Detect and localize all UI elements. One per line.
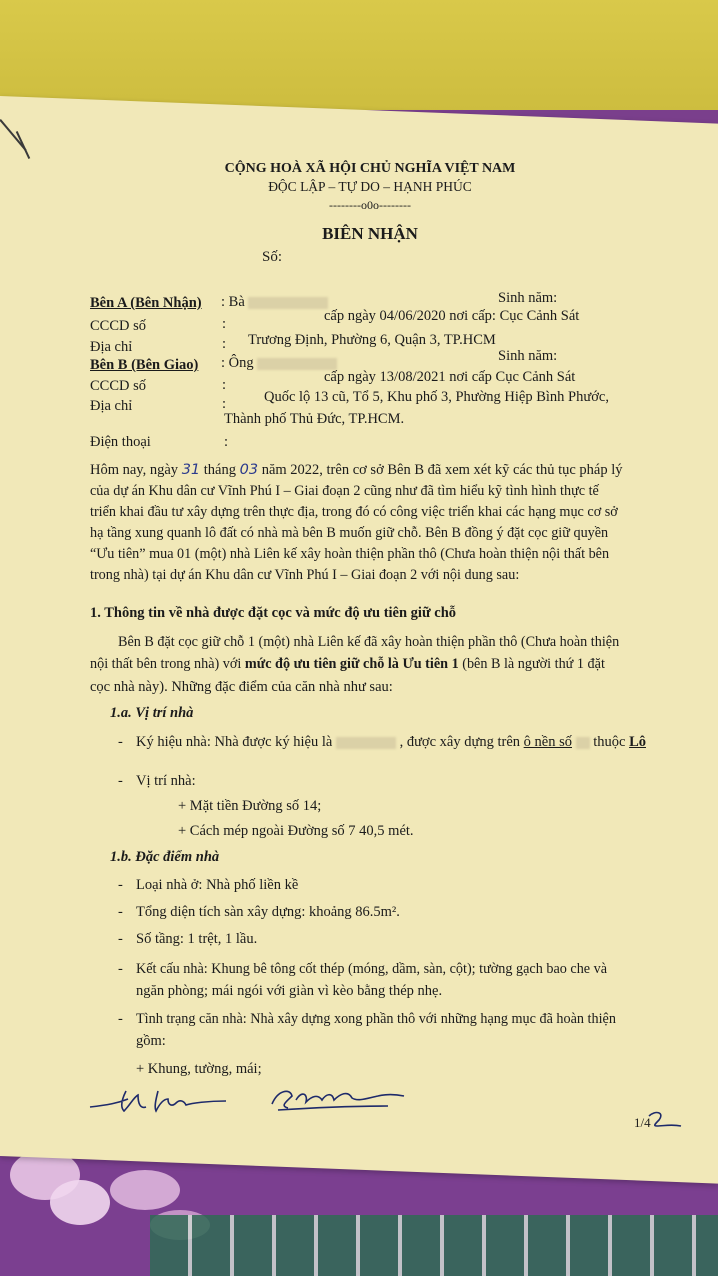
location-label: Vị trí nhà: bbox=[136, 773, 196, 789]
signature-party-b bbox=[268, 1080, 408, 1120]
feature-house-type: Loại nhà ở: Nhà phố liền kề bbox=[136, 877, 299, 893]
bullet-dash: - bbox=[118, 773, 123, 789]
party-a-id-colon: : bbox=[222, 316, 227, 332]
intro-line-2: của dự án Khu dân cư Vĩnh Phú I – Giai đoạn 2 cũng như đã tìm hiểu kỹ tình hình thực tế bbox=[90, 483, 599, 499]
feature-status-line-2: gồm: bbox=[136, 1033, 166, 1049]
location-item-2: + Cách mép ngoài Đường số 7 40,5 mét. bbox=[178, 823, 414, 839]
party-a-birth-label: Sinh năm: bbox=[498, 290, 558, 306]
party-b-birth-label: Sinh năm: bbox=[498, 348, 558, 364]
party-a-label: Bên A (Bên Nhận) bbox=[90, 295, 202, 311]
party-b-address-colon: : bbox=[222, 396, 227, 412]
section-1-para-line-3: cọc nhà này). Những đặc điểm của căn nhà như sau: bbox=[90, 679, 393, 695]
nation-heading: CỘNG HOÀ XÃ HỘI CHỦ NGHĨA VIỆT NAM bbox=[224, 161, 516, 176]
page-number: 1/4 bbox=[634, 1115, 651, 1130]
bullet-dash: - bbox=[118, 904, 123, 920]
party-b-phone-colon: : bbox=[224, 434, 229, 450]
handwritten-month: 03 bbox=[239, 462, 259, 478]
party-a-name: : Bà bbox=[221, 293, 328, 311]
party-a-id-label: CCCD số bbox=[90, 318, 147, 334]
party-b-address-line2: Thành phố Thủ Đức, TP.HCM. bbox=[224, 411, 405, 427]
party-a-address-colon: : bbox=[222, 336, 227, 352]
party-b-id-label: CCCD số bbox=[90, 378, 147, 394]
feature-status-item-1: + Khung, tường, mái; bbox=[136, 1061, 262, 1077]
party-a-address: Trương Định, Phường 6, Quận 3, TP.HCM bbox=[248, 332, 496, 348]
feature-floor-area: Tổng diện tích sàn xây dựng: khoảng 86.5m². bbox=[136, 904, 400, 920]
bullet-dash: - bbox=[118, 961, 123, 977]
feature-floors: Số tầng: 1 trệt, 1 lầu. bbox=[136, 931, 258, 947]
feature-status-line-1: Tình trạng căn nhà: Nhà xây dựng xong phần thô với những hạng mục đã hoàn thiện bbox=[136, 1011, 616, 1027]
intro-line-4: hạ tầng xung quanh lô đất có nhà mà bên B muốn giữ chỗ. Bên B đồng ý đặt cọc giữ quyền bbox=[90, 525, 609, 541]
location-item-1: + Mặt tiền Đường số 14; bbox=[178, 798, 322, 814]
document-title: BIÊN NHẬN bbox=[322, 224, 418, 243]
redacted-lot bbox=[576, 737, 590, 749]
party-b-id-issued: cấp ngày 13/08/2021 nơi cấp Cục Cảnh Sát bbox=[324, 369, 576, 385]
intro-line-5: “Ưu tiên” mua 01 (một) nhà Liên kế xây hoàn thiện phần thô (Chưa hoàn thiện nội thất bên bbox=[90, 546, 610, 562]
feature-structure-line-1: Kết cấu nhà: Khung bê tông cốt thép (móng, dầm, sàn, cột); tường gạch bao che và bbox=[136, 961, 608, 977]
intro-line-1: Hôm nay, ngày 31 tháng 03 năm 2022, trên cơ sở Bên B đã xem xét kỹ các thủ tục pháp lý bbox=[90, 462, 623, 478]
redacted-name bbox=[248, 297, 328, 309]
intro-line-3: triển khai đầu tư xây dựng trên thực địa, trong đó có công việc triển khai các hạng mục cơ sở bbox=[90, 504, 618, 520]
intro-line-6: trong nhà) tại dự án Khu dân cư Vĩnh Phú I – Giai đoạn 2 với nội dung sau: bbox=[90, 567, 520, 583]
feature-structure-line-2: ngăn phòng; mái ngói với giàn vì kèo bằng thép nhẹ. bbox=[136, 983, 443, 999]
initial-mark bbox=[645, 1108, 695, 1132]
party-a-address-label: Địa chỉ bbox=[90, 339, 133, 355]
party-b-name: : Ông bbox=[221, 354, 337, 372]
party-b-address-line1: Quốc lộ 13 cũ, Tổ 5, Khu phố 3, Phường Hiệp Bình Phước, bbox=[264, 389, 609, 405]
party-b-phone-label: Điện thoại bbox=[90, 434, 151, 450]
party-b-address-label: Địa chỉ bbox=[90, 398, 133, 414]
handwritten-day: 31 bbox=[181, 462, 201, 478]
party-b-label: Bên B (Bên Giao) bbox=[90, 357, 199, 373]
section-1-heading: 1. Thông tin về nhà được đặt cọc và mức độ ưu tiên giữ chỗ bbox=[90, 605, 457, 621]
section-1-para-line-1: Bên B đặt cọc giữ chỗ 1 (một) nhà Liên kế đã xây hoàn thiện phần thô (Chưa hoàn thiện bbox=[118, 634, 620, 650]
signature-party-a bbox=[88, 1085, 228, 1125]
party-b-id-colon: : bbox=[222, 377, 227, 393]
bullet-dash: - bbox=[118, 931, 123, 947]
motto: ĐỘC LẬP – TỰ DO – HẠNH PHÚC bbox=[268, 179, 472, 194]
section-1-para-line-2: nội thất bên trong nhà) với mức độ ưu tiên giữ chỗ là Ưu tiên 1 (bên B là người thứ 1 đặt bbox=[90, 656, 605, 672]
subsection-1b-heading: 1.b. Đặc điểm nhà bbox=[110, 849, 220, 865]
bullet-dash: - bbox=[118, 877, 123, 893]
redacted-symbol bbox=[336, 737, 396, 749]
house-symbol-line: Ký hiệu nhà: Nhà được ký hiệu là , được xây dựng trên ô nền số thuộc Lô bbox=[136, 734, 646, 750]
subsection-1a-heading: 1.a. Vị trí nhà bbox=[110, 705, 194, 721]
divider: --------o0o-------- bbox=[329, 198, 411, 212]
bullet-dash: - bbox=[118, 734, 123, 750]
document-number-label: Số: bbox=[262, 249, 283, 265]
bullet-dash: - bbox=[118, 1011, 123, 1027]
party-a-id-issued: cấp ngày 04/06/2020 nơi cấp: Cục Cảnh Sát bbox=[324, 308, 580, 324]
